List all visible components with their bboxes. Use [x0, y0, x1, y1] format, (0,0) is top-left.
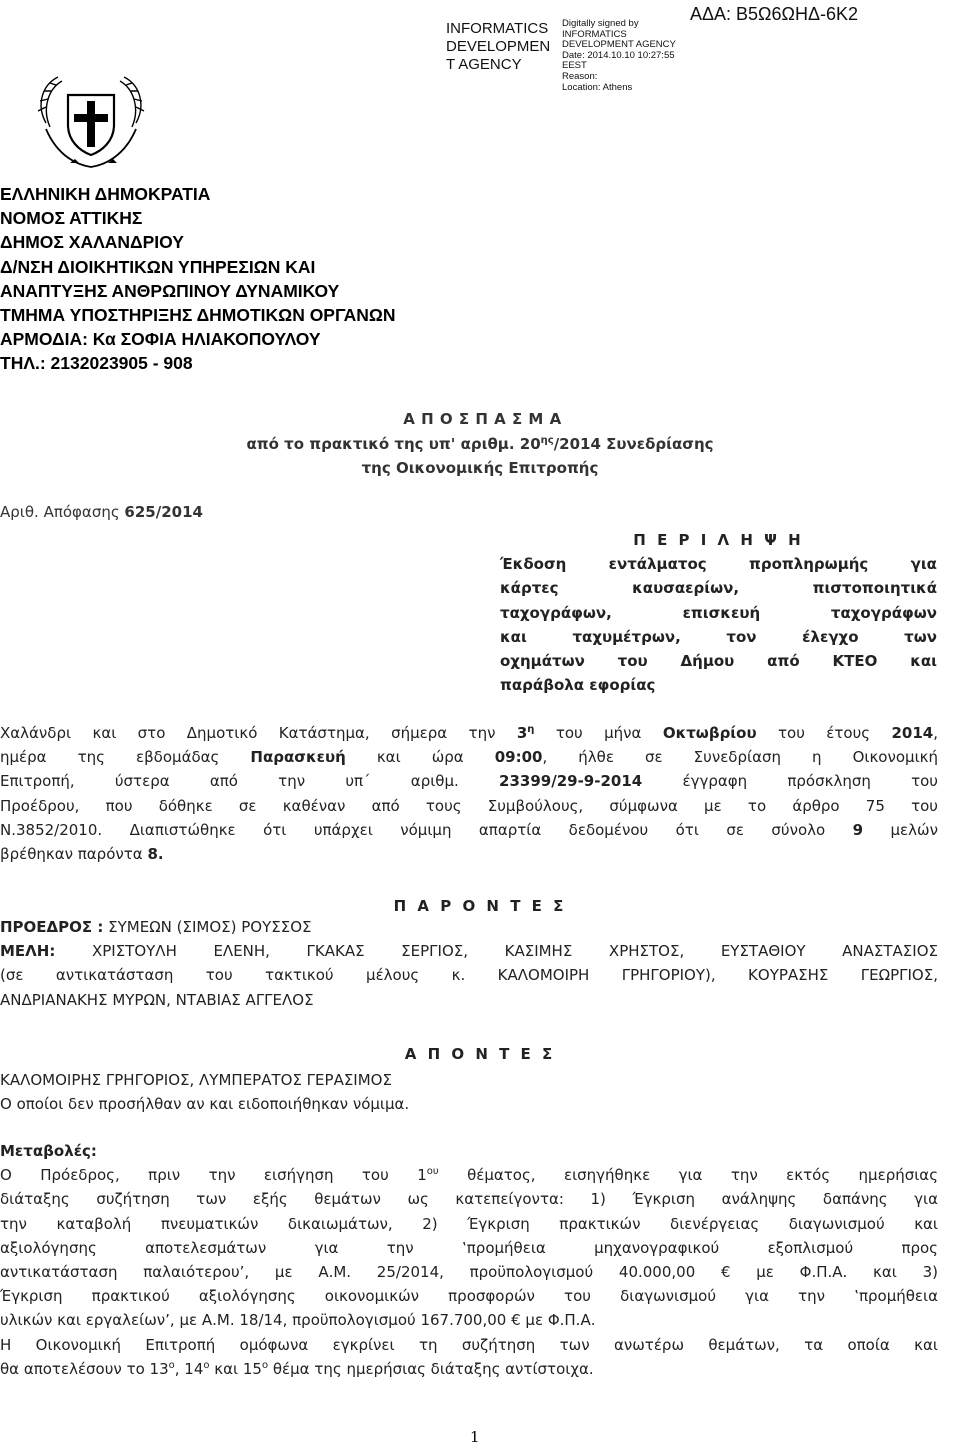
- sup: ο: [203, 1359, 210, 1371]
- intro-line: [0, 721, 938, 745]
- apospasma-title: Α Π Ο Σ Π Α Σ Μ Α: [403, 410, 562, 428]
- members-line: (σε αντικατάσταση του τακτικού μέλους κ. ΚΑΛΟΜΟΙΡΗ ΓΡΗΓΟΡΙΟΥ), ΚΟΥΡΑΣΗΣ ΓΕΩΡΓΙΟΣ,: [0, 966, 938, 985]
- session-text: από το πρακτικό της υπ' αριθμ. 20: [246, 434, 541, 453]
- text: βρέθηκαν παρόντα: [0, 845, 148, 864]
- header-line: ΑΡΜΟΔΙΑ: Κα ΣΟΦΙΑ ΗΛΙΑΚΟΠΟΥΛΟΥ: [0, 329, 321, 350]
- sup: ο: [168, 1359, 175, 1371]
- absent-note: Ο οποίοι δεν προσήλθαν αν και ειδοποιήθηκαν νόμιμα.: [0, 1095, 410, 1114]
- session-text: /2014 Συνεδρίασης: [553, 434, 714, 453]
- intro-line: [0, 818, 938, 842]
- header-line: ΔΗΜΟΣ ΧΑΛΑΝΔΡΙΟΥ: [0, 232, 184, 253]
- signature-detail-line: Digitally signed by: [562, 18, 639, 29]
- day-sup: η: [527, 724, 535, 735]
- sup: ου: [426, 1166, 439, 1178]
- summary-line: οχημάτων του Δήμου από ΚΤΕΟ και: [500, 652, 937, 671]
- ada-code: ΑΔΑ: Β5Ω6ΩΗΔ-6Κ2: [690, 4, 859, 24]
- text: ,: [933, 724, 938, 742]
- intro-line: [0, 842, 938, 866]
- decision-label: Αριθ. Απόφασης: [0, 503, 125, 521]
- changes-line: [0, 1163, 938, 1187]
- text: και 15: [209, 1359, 262, 1378]
- weekday: Παρασκευή: [250, 748, 346, 767]
- summary-line: παράβολα εφορίας: [500, 676, 656, 695]
- month: Οκτωβρίου: [662, 724, 757, 742]
- greek-emblem-icon: [28, 65, 154, 175]
- header-line: ΤΜΗΜΑ ΥΠΟΣΤΗΡΙΞΗΣ ΔΗΜΟΤΙΚΩΝ ΟΡΓΑΝΩΝ: [0, 305, 396, 326]
- session-sup: ης: [540, 434, 554, 446]
- members-names: ΧΡΙΣΤΟΥΛΗ ΕΛΕΝΗ, ΓΚΑΚΑΣ ΣΕΡΓΙΟΣ, ΚΑΣΙΜΗΣ ΧΡΗΣΤΟΣ, ΕΥΣΤΑΘΙΟΥ ΑΝΑΣΤΑΣΙΟΣ: [55, 942, 938, 961]
- text: , ήλθε σε Συνεδρίαση η Οικονομική: [542, 748, 939, 767]
- year: 2014: [891, 724, 934, 742]
- text: Ο Πρόεδρος, πριν την εισήγηση του 1: [0, 1166, 427, 1185]
- text: θέμα της ημερήσιας διάταξης αντίστοιχα.: [268, 1359, 594, 1378]
- signature-signer: [446, 20, 550, 74]
- intro-paragraph: [0, 721, 938, 866]
- signer-line: INFORMATICS: [446, 20, 549, 37]
- changes-line: την καταβολή πνευματικών δικαιωμάτων, 2) Έγκριση πρακτικών διενέργειας διαγωνισμού και: [0, 1214, 938, 1233]
- changes-title: Μεταβολές:: [0, 1142, 97, 1160]
- absent-block: [0, 1068, 938, 1116]
- present-count: 8.: [147, 845, 164, 864]
- summary-line: και ταχυμέτρων, τον έλεγχο των: [500, 627, 937, 646]
- text: του μήνα: [534, 724, 663, 742]
- header-line: ΑΝΑΠΤΥΞΗΣ ΑΝΘΡΩΠΙΝΟΥ ΔΥΝΑΜΙΚΟΥ: [0, 280, 340, 301]
- apospasma-block: [0, 407, 960, 481]
- changes-line: αξιολόγησης αποτελεσμάτων για την ‛προμήθεια μηχανογραφικού εξοπλισμού προς: [0, 1238, 938, 1257]
- absent-names: ΚΑΛΟΜΟΙΡΗΣ ΓΡΗΓΟΡΙΟΣ, ΛΥΜΠΕΡΑΤΟΣ ΓΕΡΑΣΙΜΟΣ: [0, 1071, 392, 1089]
- header-line: Δ/ΝΣΗ ΔΙΟΙΚΗΤΙΚΩΝ ΥΠΗΡΕΣΙΩΝ ΚΑΙ: [0, 256, 316, 277]
- signature-detail-line: Location: Athens: [562, 81, 633, 93]
- decision-number: [0, 503, 203, 521]
- total-members: 9: [852, 820, 864, 839]
- signature-detail-line: EEST: [562, 60, 587, 72]
- president-line: [0, 915, 938, 939]
- changes-line: υλικών και εργαλείων’, με Α.Μ. 18/14, προϋπολογισμού 167.700,00 € με Φ.Π.Α.: [0, 1311, 596, 1330]
- members-line: ΑΝΔΡΙΑΝΑΚΗΣ ΜΥΡΩΝ, ΝΤΑΒΙΑΣ ΑΓΓΕΛΟΣ: [0, 990, 314, 1009]
- text: Χαλάνδρι και στο Δημοτικό Κατάστημα, σήμερα την: [0, 724, 517, 742]
- signature-detail-line: DEVELOPMENT AGENCY: [562, 39, 676, 51]
- text: μελών: [863, 820, 938, 839]
- changes-line: Έγκριση πρακτικού αξιολόγησης οικονομικών προσφορών του διαγωνισμού για την ‛προμήθεια: [0, 1287, 938, 1306]
- sup: ο: [261, 1359, 269, 1371]
- president-name: ΣΥΜΕΩΝ (ΣΙΜΟΣ) ΡΟΥΣΣΟΣ: [103, 918, 312, 936]
- signature-detail-line: Reason:: [562, 70, 598, 82]
- text: θα αποτελέσουν το 13: [0, 1359, 169, 1378]
- intro-line: [0, 745, 938, 769]
- decision-value: 625/2014: [124, 503, 203, 521]
- apospasma-session: [0, 432, 960, 457]
- changes-line: διάταξης συζήτηση των εξής θεμάτων ως κατεπείγοντα: 1) Έγκριση ανάληψης δαπάνης για: [0, 1190, 938, 1209]
- day: 3: [516, 724, 528, 742]
- text: Ν.3852/2010. Διαπιστώθηκε ότι υπάρχει νόμιμη απαρτία δεδομένου ότι σε σύνολο: [0, 820, 853, 839]
- text: θέματος, εισηγήθηκε για την εκτός ημερήσιας: [438, 1166, 938, 1185]
- changes-block: [0, 1139, 938, 1381]
- text: και ώρα: [345, 748, 495, 767]
- signer-line: T AGENCY: [446, 56, 522, 73]
- changes-line: αντικατάσταση παλαιότερου’, με Α.Μ. 25/2014, προϋπολογισμού 40.000,00 € με Φ.Π.Α. και 3): [0, 1263, 938, 1282]
- summary-line: κάρτες καυσαερίων, πιστοποιητικά: [500, 579, 937, 598]
- present-title: Π Α Ρ Ο Ν Τ Ε Σ: [393, 897, 567, 915]
- signature-detail-line: INFORMATICS: [562, 28, 627, 40]
- present-block: [0, 915, 938, 1012]
- changes-line: [0, 1357, 938, 1381]
- text: του έτους: [756, 724, 892, 742]
- changes-line: Η Οικονομική Επιτροπή ομόφωνα εγκρίνει τη συζήτηση των ανωτέρω θεμάτων, τα οποία και: [0, 1335, 938, 1354]
- members-label: ΜΕΛΗ:: [0, 942, 56, 961]
- text: έγγραφη πρόσκληση του: [642, 772, 938, 791]
- time: 09:00: [494, 748, 543, 767]
- president-label: ΠΡΟΕΔΡΟΣ :: [0, 918, 104, 936]
- text: , 14: [174, 1359, 204, 1378]
- apospasma-committee: της Οικονομικής Επιτροπής: [361, 459, 599, 477]
- signature-detail-line: Date: 2014.10.10 10:27:55: [562, 49, 675, 61]
- summary-block: [500, 528, 937, 697]
- signer-line: DEVELOPMEN: [446, 38, 551, 55]
- header-line: ΤΗΛ.: 2132023905 - 908: [0, 353, 193, 374]
- members-line: [0, 939, 938, 963]
- invitation-number: 23399/29-9-2014: [499, 772, 643, 791]
- text: ημέρα της εβδομάδας: [0, 748, 251, 767]
- header-line: ΕΛΛΗΝΙΚΗ ΔΗΜΟΚΡΑΤΙΑ: [0, 184, 211, 204]
- signature-details: [562, 19, 676, 93]
- summary-line: ταχογράφων, επισκευή ταχογράφων: [500, 603, 937, 622]
- summary-line: Έκδοση εντάλματος προπληρωμής για: [500, 555, 937, 574]
- page-number: 1: [470, 1428, 480, 1446]
- absent-title: Α Π Ο Ν Τ Ε Σ: [404, 1045, 556, 1063]
- text: Επιτροπή, ύστερα από την υπ΄ αριθμ.: [0, 772, 500, 791]
- authority-header: [0, 182, 396, 376]
- intro-line: Προέδρου, που δόθηκε σε καθέναν από τους Συμβούλους, σύμφωνα με το άρθρο 75 του: [0, 796, 938, 815]
- summary-title: Π Ε Ρ Ι Λ Η Ψ Η: [633, 531, 804, 549]
- header-line: ΝΟΜΟΣ ΑΤΤΙΚΗΣ: [0, 208, 143, 229]
- intro-line: [0, 769, 938, 793]
